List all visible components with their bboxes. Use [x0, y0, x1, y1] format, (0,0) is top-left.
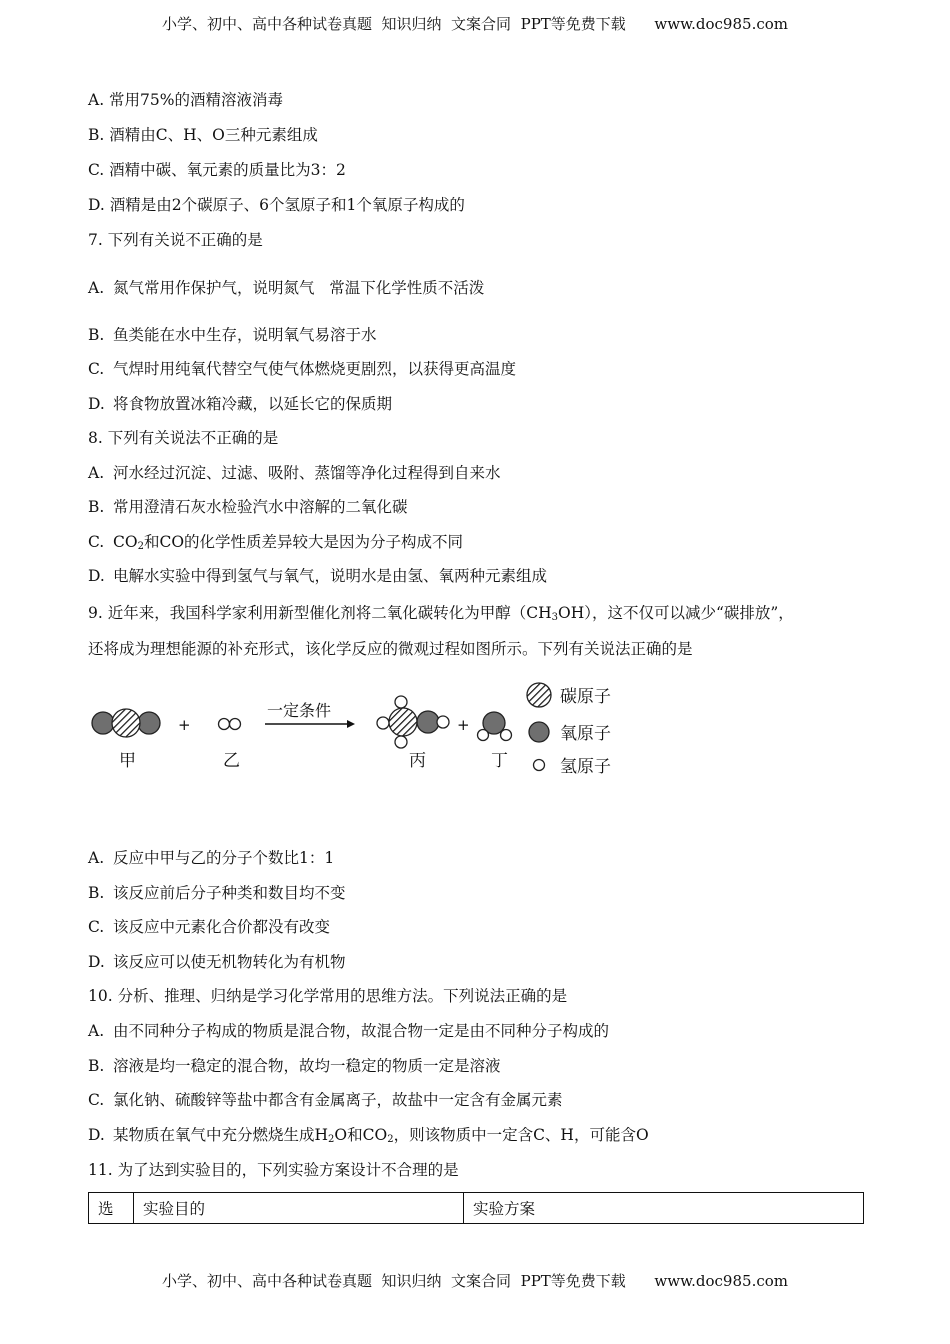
- option-letter: A.: [88, 1022, 105, 1040]
- option-letter: A.: [88, 464, 105, 482]
- q11-stem: 11. 为了达到实验目的，下列实验方案设计不合理的是: [88, 1161, 459, 1179]
- q7-stem: 7. 下列有关说不正确的是: [88, 231, 263, 249]
- legend-carbon-label: 碳原子: [560, 687, 611, 707]
- option-text: 该反应中元素化合价都没有改变: [113, 918, 331, 936]
- hydrogen-atom: [377, 717, 389, 729]
- page-footer: 小学、初中、高中各种试卷真题 知识归纳 文案合同 PPT等免费下载 www.doc985.com: [161, 1272, 788, 1290]
- q8-stem: 8. 下列有关说法不正确的是: [88, 429, 279, 447]
- plus-sign: +: [178, 716, 191, 734]
- experiment-table: [88, 1192, 864, 1224]
- legend-hydrogen-swatch: [534, 760, 545, 771]
- option-letter: C.: [88, 533, 105, 551]
- q6-option-a: A. 常用75%的酒精溶液消毒: [88, 91, 283, 109]
- option-text: 溶液是均一稳定的混合物，故均一稳定的物质一定是溶液: [113, 1057, 501, 1075]
- option-letter: C.: [88, 918, 105, 936]
- q7-option-b: [88, 325, 377, 345]
- header-plan: 实验方案: [464, 1193, 864, 1224]
- q9-option-c: [88, 917, 330, 937]
- q6-option-c: C. 酒精中碳、氧元素的质量比为3：2: [88, 161, 346, 179]
- oxygen-atom: [138, 712, 160, 734]
- q9-stem-line1: [88, 603, 794, 623]
- option-letter: C.: [88, 360, 105, 378]
- carbon-atom: [389, 708, 417, 736]
- reaction-arrow-icon: [265, 720, 355, 728]
- legend-carbon-swatch: [527, 683, 551, 707]
- hydrogen-atom: [395, 696, 407, 708]
- legend-oxygen-swatch: [529, 722, 549, 742]
- subscript: 2: [328, 1134, 335, 1145]
- option-text: 由不同种分子构成的物质是混合物，故混合物一定是由不同种分子构成的: [113, 1022, 610, 1040]
- subscript: 3: [551, 612, 558, 623]
- molecule-yi-h2: [219, 719, 241, 730]
- q10-stem: 10. 分析、推理、归纳是学习化学常用的思维方法。下列说法正确的是: [88, 987, 568, 1005]
- option-letter: B.: [88, 884, 105, 902]
- option-letter: D.: [88, 567, 105, 585]
- q10-option-a: [88, 1021, 609, 1041]
- option-text: 鱼类能在水中生存，说明氧气易溶于水: [113, 326, 377, 344]
- hydrogen-atom: [219, 719, 230, 730]
- molecule-ding-water: [478, 712, 512, 741]
- option-text: 将食物放置冰箱冷藏，以延长它的保质期: [113, 395, 393, 413]
- q10-option-c: [88, 1090, 563, 1110]
- q9-stem-line2: 还将成为理想能源的补充形式，该化学反应的微观过程如图所示。下列有关说法正确的是: [88, 640, 693, 658]
- stem-text: 9. 近年来，我国科学家利用新型催化剂将二氧化碳转化为甲醇（CH: [88, 604, 552, 622]
- option-text: 常用澄清石灰水检验汽水中溶解的二氧化碳: [113, 498, 408, 516]
- hydrogen-atom: [437, 716, 449, 728]
- carbon-atom: [112, 709, 140, 737]
- molecule-bing-methanol: [377, 696, 449, 748]
- label-bing: 丙: [409, 751, 426, 771]
- option-text: O和CO: [334, 1126, 388, 1144]
- option-letter: A.: [88, 849, 105, 867]
- label-ding: 丁: [491, 751, 508, 771]
- hydrogen-atom: [230, 719, 241, 730]
- q6-option-b: B. 酒精由C、H、O三种元素组成: [88, 126, 318, 144]
- legend-oxygen-label: 氧原子: [560, 724, 611, 744]
- option-text: 氮气常用作保护气，说明氮气 常温下化学性质不活泼: [113, 279, 485, 297]
- reaction-diagram: [85, 678, 645, 793]
- table-header-row: [89, 1193, 864, 1224]
- hydrogen-atom: [501, 730, 512, 741]
- option-text: 电解水实验中得到氢气与氧气，说明水是由氢、氧两种元素组成: [113, 567, 548, 585]
- option-text: 和CO的化学性质差异较大是因为分子构成不同: [143, 533, 464, 551]
- header-option: 选: [89, 1193, 134, 1224]
- option-letter: A.: [88, 279, 105, 297]
- q6-option-d: D. 酒精是由2个碳原子、6个氢原子和1个氧原子构成的: [88, 196, 465, 214]
- label-yi: 乙: [223, 751, 240, 771]
- subscript: 2: [387, 1134, 394, 1145]
- option-text: 气焊时用纯氧代替空气使气体燃烧更剧烈，以获得更高温度: [113, 360, 517, 378]
- option-text: 该反应可以使无机物转化为有机物: [113, 953, 346, 971]
- option-letter: D.: [88, 953, 105, 971]
- q9-option-a: [88, 848, 334, 868]
- label-jia: 甲: [119, 751, 136, 771]
- molecule-jia-co2: [92, 709, 160, 737]
- option-text: 河水经过沉淀、过滤、吸附、蒸馏等净化过程得到自来水: [113, 464, 501, 482]
- option-text: 反应中甲与乙的分子个数比1：1: [113, 849, 335, 867]
- option-letter: C.: [88, 1091, 105, 1109]
- option-text: 氯化钠、硫酸锌等盐中都含有金属离子，故盐中一定含有金属元素: [113, 1091, 563, 1109]
- q7-option-a: [88, 278, 484, 298]
- header-purpose: 实验目的: [134, 1193, 464, 1224]
- page-header: 小学、初中、高中各种试卷真题 知识归纳 文案合同 PPT等免费下载 www.doc985.com: [161, 15, 788, 33]
- q8-option-a: [88, 463, 501, 483]
- option-letter: B.: [88, 326, 105, 344]
- q7-option-c: [88, 359, 516, 379]
- q8-option-d: [88, 566, 547, 586]
- plus-sign: +: [457, 716, 470, 734]
- option-text: ，则该物质中一定含C、H，可能含O: [393, 1126, 649, 1144]
- q8-option-b: [88, 497, 408, 517]
- hydrogen-atom: [395, 736, 407, 748]
- q10-option-d: [88, 1125, 649, 1145]
- oxygen-atom: [417, 711, 439, 733]
- q10-option-b: [88, 1056, 501, 1076]
- q8-option-c: [88, 532, 463, 552]
- reaction-condition: 一定条件: [267, 701, 332, 720]
- formula-co2: CO: [113, 533, 138, 551]
- option-text: 该反应前后分子种类和数目均不变: [113, 884, 346, 902]
- option-letter: D.: [88, 1126, 105, 1144]
- option-letter: B.: [88, 1057, 105, 1075]
- q9-option-b: [88, 883, 346, 903]
- legend: [527, 683, 611, 777]
- option-text: 某物质在氧气中充分燃烧生成H: [113, 1126, 329, 1144]
- q7-option-d: [88, 394, 392, 414]
- oxygen-atom: [92, 712, 114, 734]
- q9-option-d: [88, 952, 346, 972]
- stem-text: OH），这不仅可以减少“碳排放”，: [557, 604, 794, 622]
- option-letter: B.: [88, 498, 105, 516]
- hydrogen-atom: [478, 730, 489, 741]
- legend-hydrogen-label: 氢原子: [560, 757, 611, 777]
- option-letter: D.: [88, 395, 105, 413]
- subscript: 2: [137, 541, 144, 552]
